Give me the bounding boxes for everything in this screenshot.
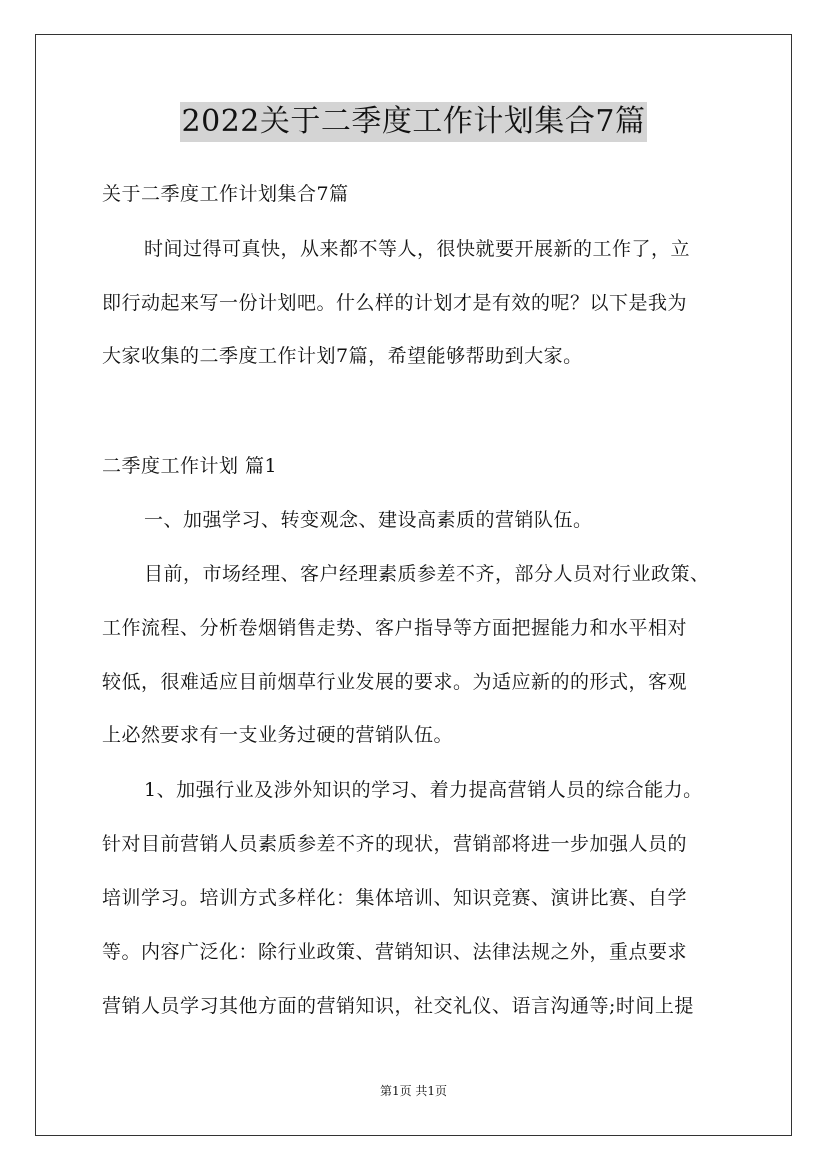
para-one-line-2: 工作流程、分析卷烟销售走势、客户指导等方面把握能力和水平相对 — [102, 617, 688, 639]
para-one-line-1: 目前，市场经理、客户经理素质参差不齐，部分人员对行业政策、 — [144, 563, 710, 585]
intro-line-1: 时间过得可真快，从来都不等人，很快就要开展新的工作了，立 — [144, 238, 691, 260]
document-title-container — [0, 102, 827, 142]
para-one-line-3: 较低，很难适应目前烟草行业发展的要求。为适应新的的形式，客观 — [102, 671, 688, 693]
intro-line-2: 即行动起来写一份计划吧。什么样的计划才是有效的呢？以下是我为 — [102, 292, 688, 314]
point-one-heading: 一、加强学习、转变观念、建设高素质的营销队伍。 — [144, 509, 593, 531]
para-one-line-4: 上必然要求有一支业务过硬的营销队伍。 — [102, 724, 454, 746]
para-two-line-3: 培训学习。培训方式多样化：集体培训、知识竞赛、演讲比赛、自学 — [102, 887, 688, 909]
document-subtitle: 关于二季度工作计划集合7篇 — [102, 183, 349, 205]
section-heading: 二季度工作计划 篇1 — [102, 455, 278, 477]
para-two-line-5: 营销人员学习其他方面的营销知识，社交礼仪、语言沟通等;时间上提 — [102, 995, 694, 1017]
document-title: 2022关于二季度工作计划集合7篇 — [180, 102, 648, 142]
para-two-line-2: 针对目前营销人员素质参差不齐的现状，营销部将进一步加强人员的 — [102, 833, 688, 855]
page-number-footer: 第1页 共1页 — [379, 1084, 448, 1098]
para-two-line-4: 等。内容广泛化：除行业政策、营销知识、法律法规之外，重点要求 — [102, 941, 688, 963]
para-two-line-1: 1、加强行业及涉外知识的学习、着力提高营销人员的综合能力。 — [144, 779, 703, 801]
intro-line-3: 大家收集的二季度工作计划7篇，希望能够帮助到大家。 — [102, 345, 583, 367]
